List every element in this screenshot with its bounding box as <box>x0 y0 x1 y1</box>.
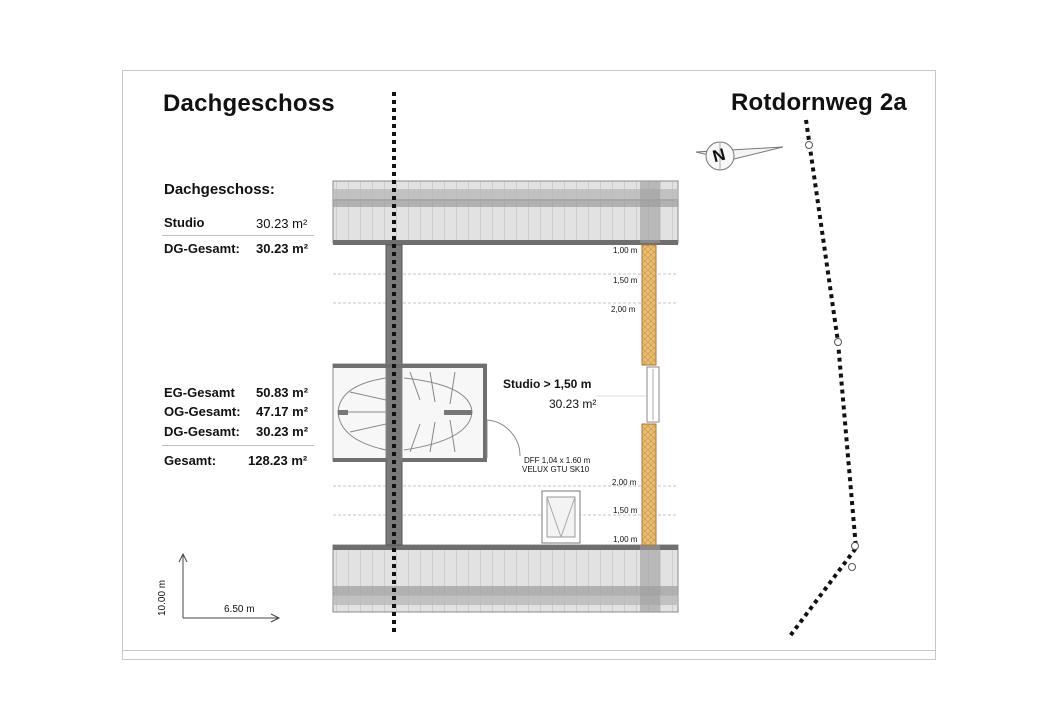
totals-row-label: EG-Gesamt <box>164 385 235 400</box>
timber-wall-upper <box>642 245 656 365</box>
grand-total-label: Gesamt: <box>164 453 217 468</box>
roof-window <box>542 491 580 543</box>
totals-row-value: 30.23 m² <box>256 424 309 439</box>
totals-row-value: 47.17 m² <box>256 404 309 419</box>
totals-row-label: DG-Gesamt: <box>164 424 240 439</box>
compass-icon <box>696 142 783 170</box>
height-mark: 2,00 m <box>611 305 636 314</box>
area-heading: Dachgeschoss: <box>164 181 275 198</box>
floor-title: Dachgeschoss <box>163 90 335 117</box>
height-mark: 1,50 m <box>613 276 638 285</box>
room-area: 30.23 m² <box>549 397 597 411</box>
height-mark: 1,00 m <box>613 246 638 255</box>
height-mark: 2,00 m <box>612 478 637 487</box>
area-total-value: 30.23 m² <box>256 241 309 256</box>
plot-boundary <box>790 120 859 636</box>
address-title: Rotdornweg 2a <box>731 89 907 116</box>
roof-bottom <box>333 545 678 612</box>
grand-total-value: 128.23 m² <box>248 453 308 468</box>
totals-row-label: OG-Gesamt: <box>164 404 241 419</box>
scale-horizontal-label: 6.50 m <box>224 604 255 615</box>
window-note-1: DFF 1,04 x 1.60 m <box>524 456 591 465</box>
staircase <box>333 364 520 462</box>
area-row-label: Studio <box>164 215 205 230</box>
window-note-2: VELUX GTU SK10 <box>522 465 590 474</box>
totals-row-value: 50.83 m² <box>256 385 309 400</box>
timber-wall-lower <box>642 424 656 545</box>
roof-top <box>333 181 678 245</box>
area-total-label: DG-Gesamt: <box>164 241 240 256</box>
scale-vertical-label: 10.00 m <box>157 579 168 616</box>
height-mark: 1,50 m <box>613 506 638 515</box>
height-mark: 1,00 m <box>613 535 638 544</box>
compass-letter: N <box>710 144 728 167</box>
area-row-value: 30.23 m² <box>256 216 308 231</box>
room-label: Studio > 1,50 m <box>503 377 592 391</box>
side-window <box>596 367 659 422</box>
